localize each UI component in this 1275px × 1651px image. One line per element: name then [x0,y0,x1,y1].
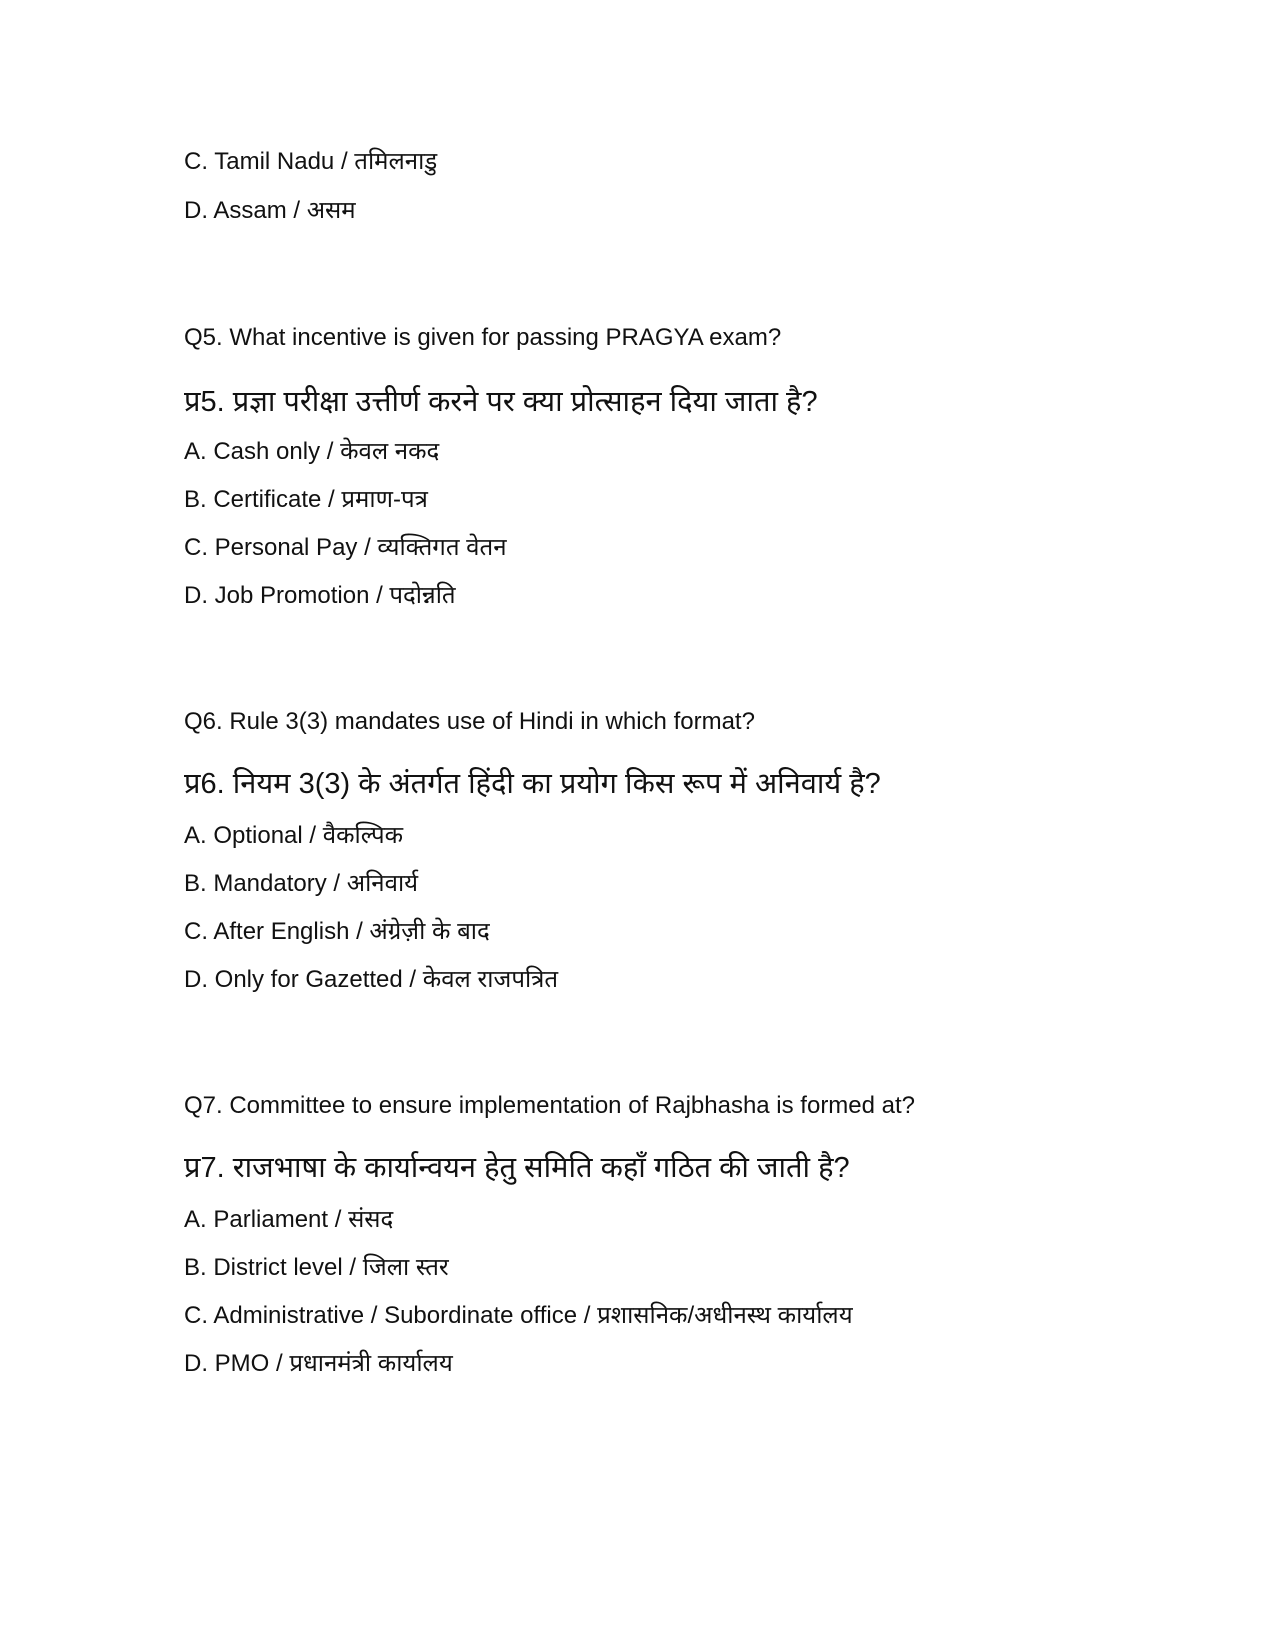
question-q6-en: Q6. Rule 3(3) mandates use of Hindi in which format? [184,708,755,735]
question-q7-en: Q7. Committee to ensure implementation of Rajbhasha is formed at? [184,1092,916,1119]
option-q7-d: D. PMO / प्रधानमंत्री कार्यालय [184,1350,453,1377]
option-q5-c: C. Personal Pay / व्यक्तिगत वेतन [184,534,507,561]
question-q6-hi: प्र6. नियम 3(3) के अंतर्गत हिंदी का प्रयोग किस रूप में अनिवार्य है? [184,768,881,800]
option-q4-d: D. Assam / असम [184,197,356,224]
option-q5-a: A. Cash only / केवल नकद [184,438,440,465]
option-q5-d: D. Job Promotion / पदोन्नति [184,582,456,609]
option-q6-b: B. Mandatory / अनिवार्य [184,870,419,897]
question-q7-hi: प्र7. राजभाषा के कार्यान्वयन हेतु समिति कहाँ गठित की जाती है? [184,1152,850,1184]
option-q7-a: A. Parliament / संसद [184,1206,394,1233]
option-q6-a: A. Optional / वैकल्पिक [184,822,404,849]
option-q7-b: B. District level / जिला स्तर [184,1254,449,1281]
option-q5-b: B. Certificate / प्रमाण-पत्र [184,486,428,513]
option-q6-c: C. After English / अंग्रेज़ी के बाद [184,918,490,945]
option-q4-c: C. Tamil Nadu / तमिलनाडु [184,148,438,175]
question-q5-en: Q5. What incentive is given for passing PRAGYA exam? [184,324,782,351]
option-q6-d: D. Only for Gazetted / केवल राजपत्रित [184,966,559,993]
option-q7-c: C. Administrative / Subordinate office / प्रशासनिक/अधीनस्थ कार्यालय [184,1302,853,1329]
question-q5-hi: प्र5. प्रज्ञा परीक्षा उत्तीर्ण करने पर क्या प्रोत्साहन दिया जाता है? [184,386,818,418]
